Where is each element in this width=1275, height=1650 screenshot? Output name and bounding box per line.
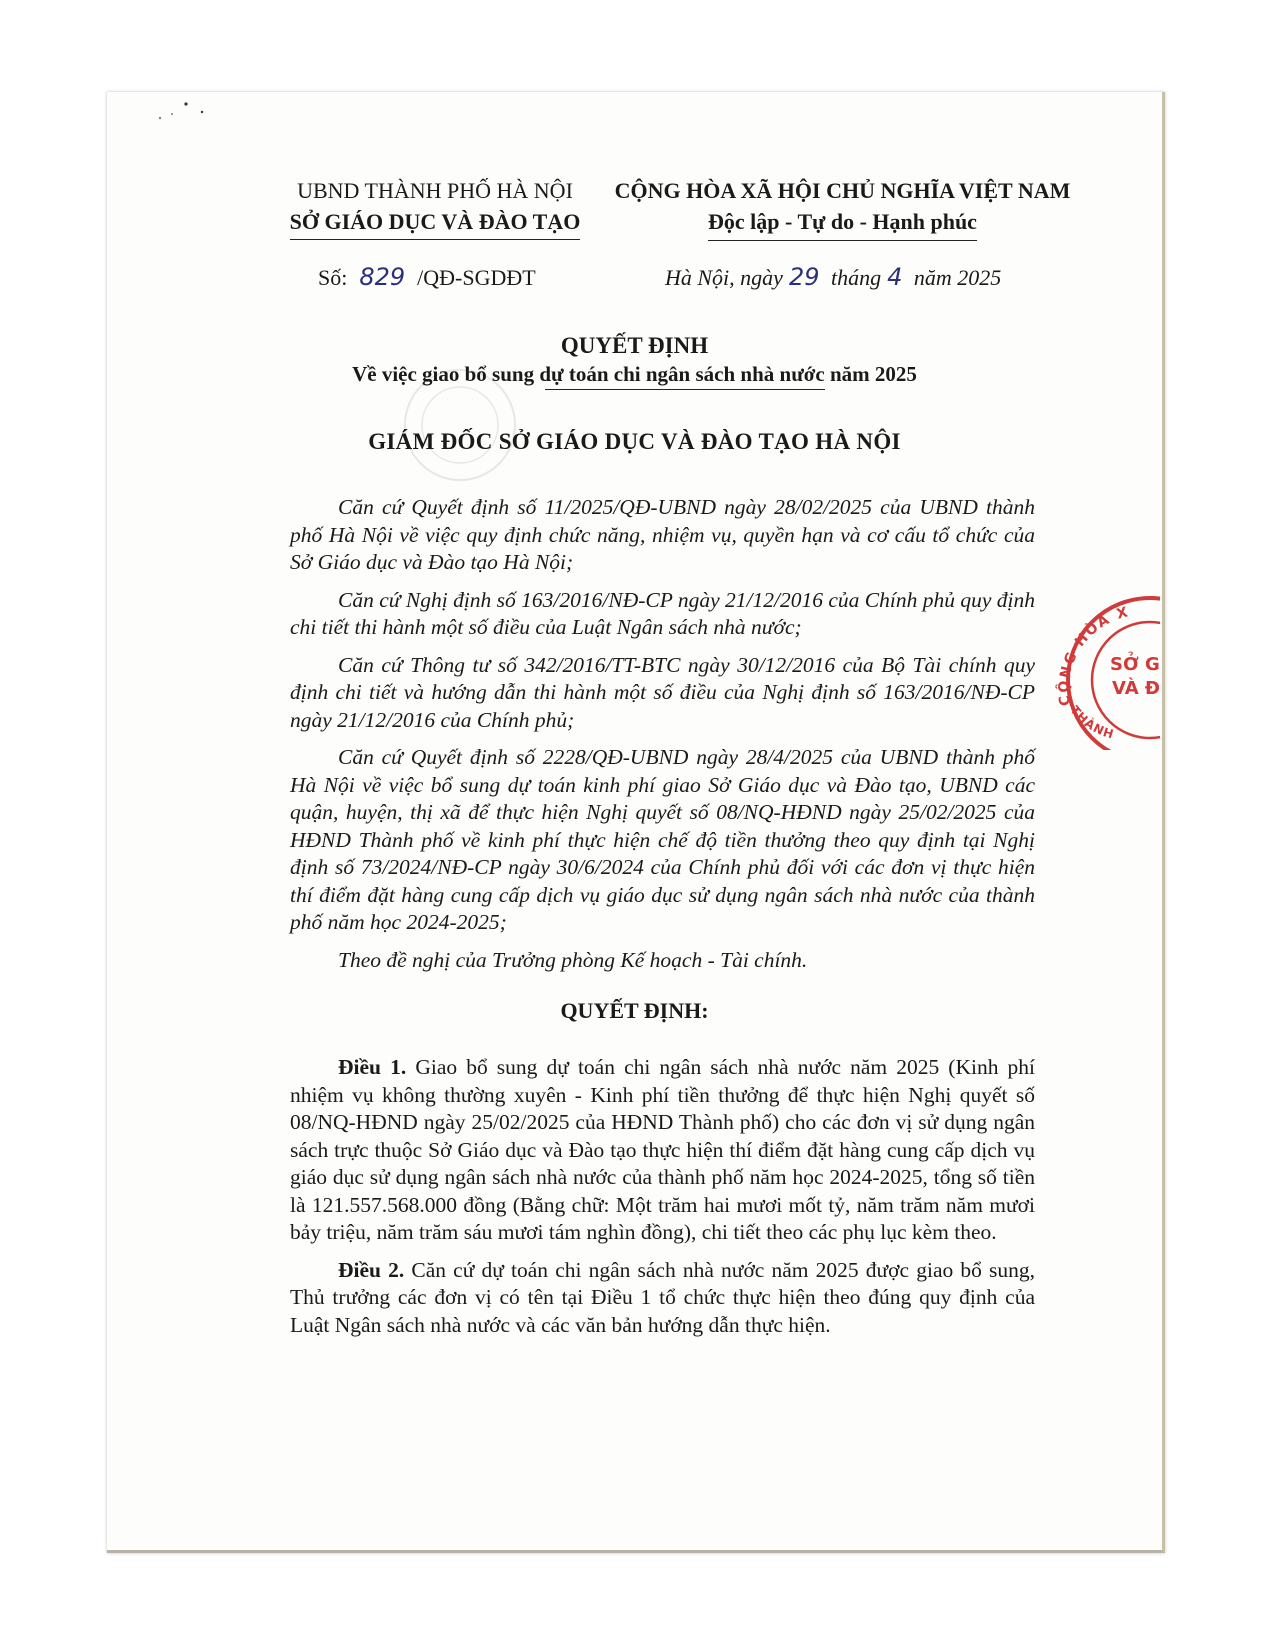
nation-line-1: CỘNG HÒA XÃ HỘI CHỦ NGHĨA VIỆT NAM: [614, 178, 1071, 203]
legal-bases: [290, 494, 1035, 984]
stamp-inner-line-1: SỞ G: [1110, 654, 1160, 675]
legal-basis-3: Căn cứ Thông tư số 342/2016/TT-BTC ngày 30/12/2016 của Bộ Tài chính quy định chi tiết và hướng dẫn thi hành một số điều của Nghị định số 163/2016/NĐ-CP ngày 21/12/2016 của Chính phủ;: [290, 652, 1035, 732]
doc-no-handwritten: 829: [359, 263, 406, 291]
article-2: [290, 1257, 1035, 1340]
month-handwritten: 4: [887, 263, 903, 291]
article-1-label: Điều 1.: [338, 1055, 407, 1079]
place-date: [665, 263, 1001, 291]
decision-heading: QUYẾT ĐỊNH:: [560, 998, 709, 1023]
document-number: [318, 263, 536, 291]
org-line-2: SỞ GIÁO DỤC VÀ ĐÀO TẠO: [290, 206, 581, 240]
article-1-text: Giao bổ sung dự toán chi ngân sách nhà nước năm 2025 (Kinh phí nhiệm vụ không thường xuyên - Kinh phí tiền thưởng để thực hiện Nghị quyết số 08/NQ-HĐND ngày 25/02/2025 của HĐND Thành phố) cho các đơn vị sử dụng ngân sách trực thuộc Sở Giáo dục và Đào tạo thực hiện thí điểm đặt hàng cung cấp dịch vụ giáo dục sử dụng ngân sách nhà nước của thành phố năm học 2024-2025, tổng số tiền là 121.557.568.000 đồng (Bằng chữ: Một trăm hai mươi mốt tỷ, năm trăm năm mươi bảy triệu, năm trăm sáu mươi tám nghìn đồng), chi tiết theo các phụ lục kèm theo.: [290, 1055, 1036, 1244]
legal-basis-1: Căn cứ Quyết định số 11/2025/QĐ-UBND ngày 28/02/2025 của UBND thành phố Hà Nội về việc quy định chức năng, nhiệm vụ, quyền hạn và cơ cấu tổ chức của Sở Giáo dục và Đào tạo Hà Nội;: [290, 495, 1035, 574]
subtitle-underline: [545, 389, 825, 390]
stamp-ring-text: CỘNG HÒA X: [1056, 603, 1132, 707]
proposal-line: Theo đề nghị của Trưởng phòng Kế hoạch - Tài chính.: [338, 947, 808, 972]
day-handwritten: 29: [788, 263, 820, 291]
document-title: QUYẾT ĐỊNH: [560, 333, 709, 358]
document-subtitle: Về việc giao bổ sung dự toán chi ngân sách nhà nước năm 2025: [352, 362, 917, 386]
legal-basis-4: Căn cứ Quyết định số 2228/QĐ-UBND ngày 28/4/2025 của UBND thành phố Hà Nội về việc bổ sung dự toán kinh phí giao Sở Giáo dục và Đào tạo, UBND các quận, huyện, thị xã để thực hiện Nghị quyết số 08/NQ-HĐND ngày 25/02/2025 của HĐND Thành phố về kinh phí thực hiện chế độ tiền thưởng theo quy định tại Nghị định số 73/2024/NĐ-CP ngày 30/6/2024 của Chính phủ đối với các đơn vị thực hiện thí điểm đặt hàng cung cấp dịch vụ giáo dục sử dụng ngân sách nhà nước của thành phố năm học 2024-2025;: [290, 745, 1035, 934]
place-prefix: Hà Nội, ngày: [665, 265, 783, 290]
paper-specks: [150, 100, 230, 130]
article-2-text: Căn cứ dự toán chi ngân sách nhà nước năm 2025 được giao bổ sung, Thủ trưởng các đơn vị có tên tại Điều 1 tổ chức thực hiện theo đúng quy định của Luật Ngân sách nhà nước và các văn bản hướng dẫn thực hiện.: [290, 1257, 1035, 1337]
year-text: năm 2025: [913, 265, 1002, 290]
org-line-1: UBND THÀNH PHỐ HÀ NỘI: [297, 178, 573, 203]
legal-basis-2: Căn cứ Nghị định số 163/2016/NĐ-CP ngày 21/12/2016 của Chính phủ quy định chi tiết thi hành một số điều của Luật Ngân sách nhà nước;: [290, 587, 1035, 639]
nation-motto: Độc lập - Tự do - Hạnh phúc: [708, 206, 977, 241]
article-2-label: Điều 2.: [338, 1257, 405, 1282]
stamp-inner-line-2: VÀ Đ: [1112, 678, 1160, 699]
issuing-authority: [285, 175, 585, 240]
articles: [290, 1054, 1035, 1349]
doc-no-prefix: Số:: [318, 265, 348, 290]
red-seal-stamp: [1030, 590, 1160, 750]
national-header: [605, 175, 1080, 241]
signing-authority: GIÁM ĐỐC SỞ GIÁO DỤC VÀ ĐÀO TẠO HÀ NỘI: [368, 429, 901, 454]
month-label: tháng: [831, 265, 882, 290]
article-1: [290, 1054, 1035, 1247]
doc-no-suffix: /QĐ-SGDĐT: [417, 265, 536, 290]
stamp-bottom-text: THÀNH: [1067, 703, 1116, 742]
